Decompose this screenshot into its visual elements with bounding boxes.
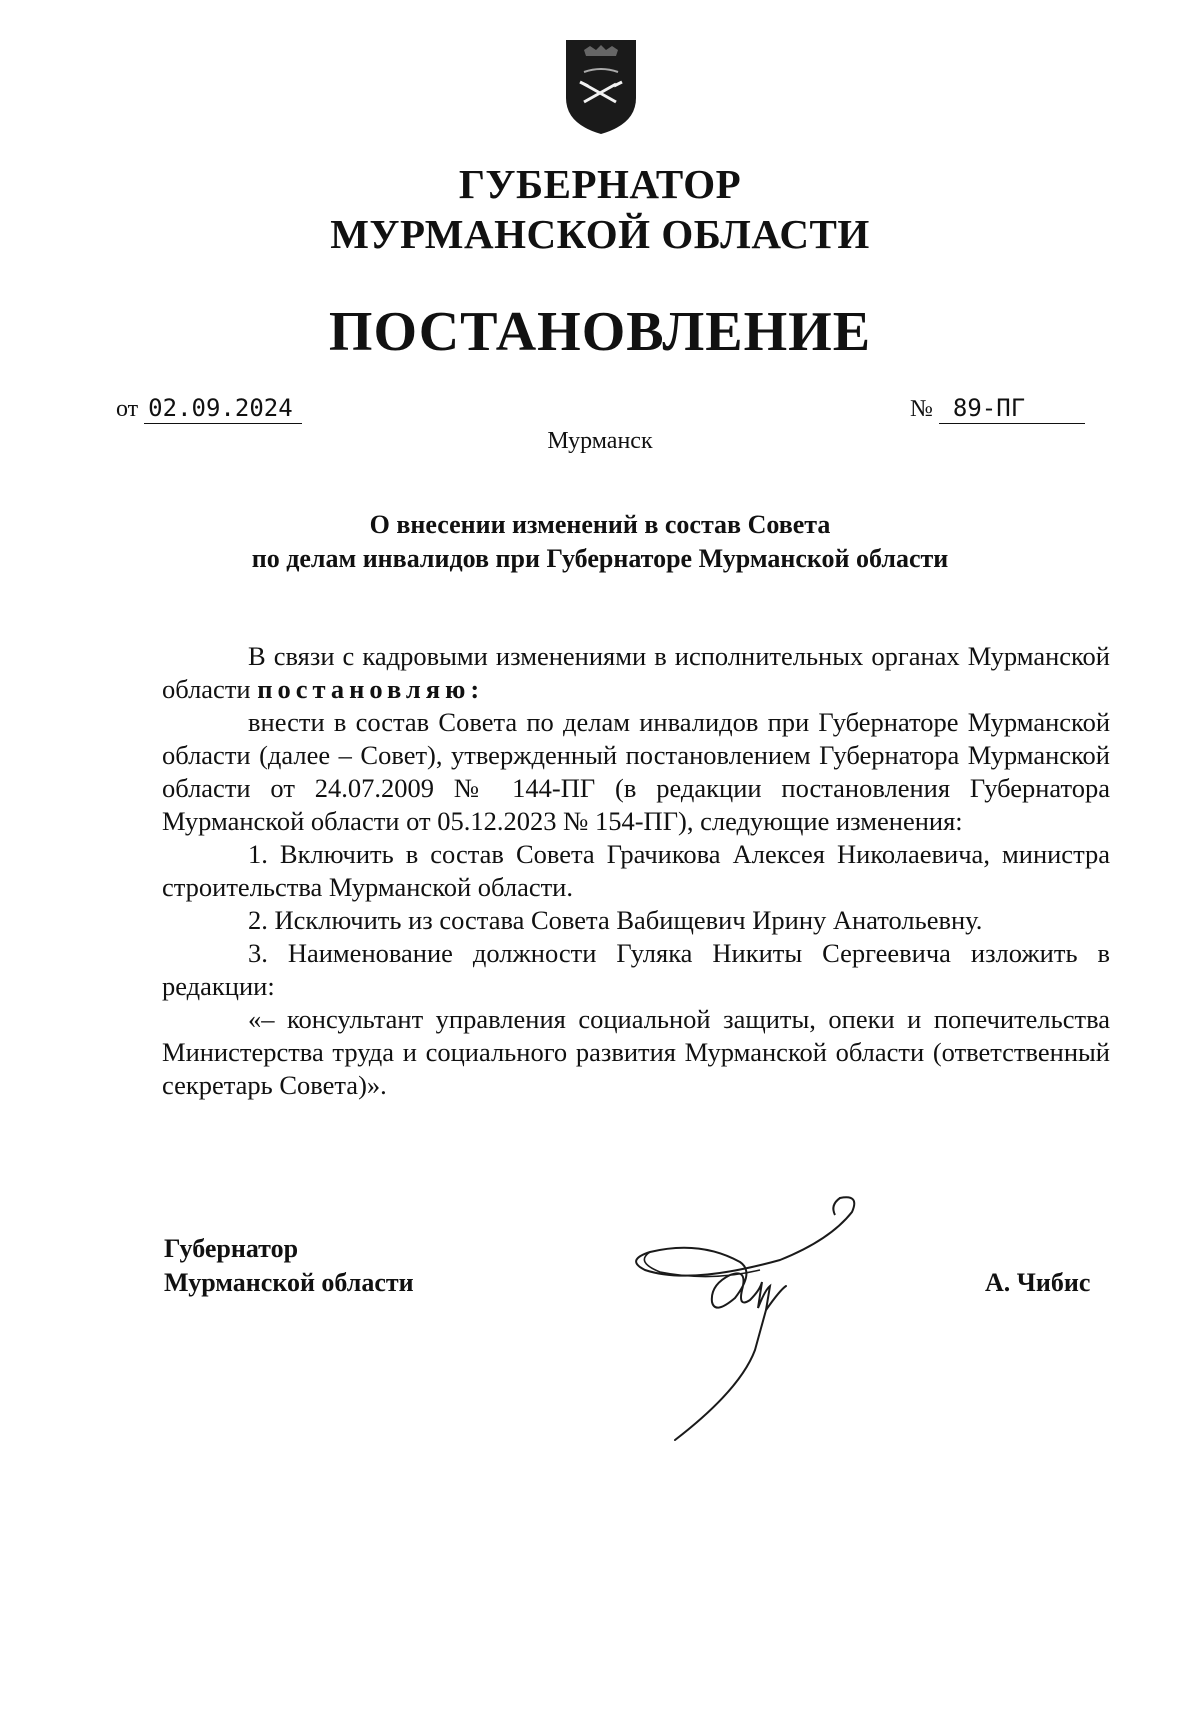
subject-line1: О внесении изменений в состав Совета xyxy=(369,510,831,539)
document-body xyxy=(162,640,1110,1102)
date-prefix: от xyxy=(116,396,139,422)
paragraph-item-1: 1. Включить в состав Совета Грачикова Алексея Николаевича, министра строительства Мурманской области. xyxy=(162,839,1110,902)
document-number xyxy=(910,393,1085,424)
paragraph-item-2: 2. Исключить из состава Совета Вабищевич Ирину Анатольевну. xyxy=(248,905,983,935)
paragraph-item-3: 3. Наименование должности Гуляка Никиты Сергеевича изложить в редакции: xyxy=(162,938,1110,1001)
resolution-word: постановляю: xyxy=(257,674,485,704)
org-title-line2: МУРМАНСКОЙ ОБЛАСТИ xyxy=(330,211,870,257)
handwritten-signature-icon xyxy=(630,1190,870,1450)
number-value: 89-ПГ xyxy=(939,393,1085,424)
city: Мурманск xyxy=(547,428,653,454)
number-prefix: № xyxy=(910,396,933,422)
signatory-position-line1: Губернатор xyxy=(164,1234,299,1263)
document-date xyxy=(116,393,302,424)
paragraph-main: внести в состав Совета по делам инвалидов при Губернаторе Мурманской области (далее – Совет), утвержденный постановлением Губернатора Мурманской области от 24.07.2009 № 144-ПГ (в редакции постановления Губернатора Мурманской области от 05.12.2023 № 154-ПГ), следующие изменения: xyxy=(162,707,1110,836)
subject-line2: по делам инвалидов при Губернаторе Мурманской области xyxy=(251,544,949,573)
date-value: 02.09.2024 xyxy=(144,393,302,424)
coat-of-arms-icon xyxy=(562,36,640,136)
document-type: ПОСТАНОВЛЕНИЕ xyxy=(328,301,872,363)
signatory-name: А. Чибис xyxy=(985,1268,1091,1297)
org-title-line1: ГУБЕРНАТОР xyxy=(458,161,742,207)
preamble-text: В связи с кадровыми изменениями в исполнительных органах Мурманской области xyxy=(162,641,1110,704)
paragraph-preamble xyxy=(162,640,1110,706)
signatory-position-line2: Мурманской области xyxy=(164,1268,414,1297)
paragraph-quote: «– консультант управления социальной защиты, опеки и попечительства Министерства труда и социального развития Мурманской области (ответственный секретарь Совета)». xyxy=(162,1004,1110,1100)
